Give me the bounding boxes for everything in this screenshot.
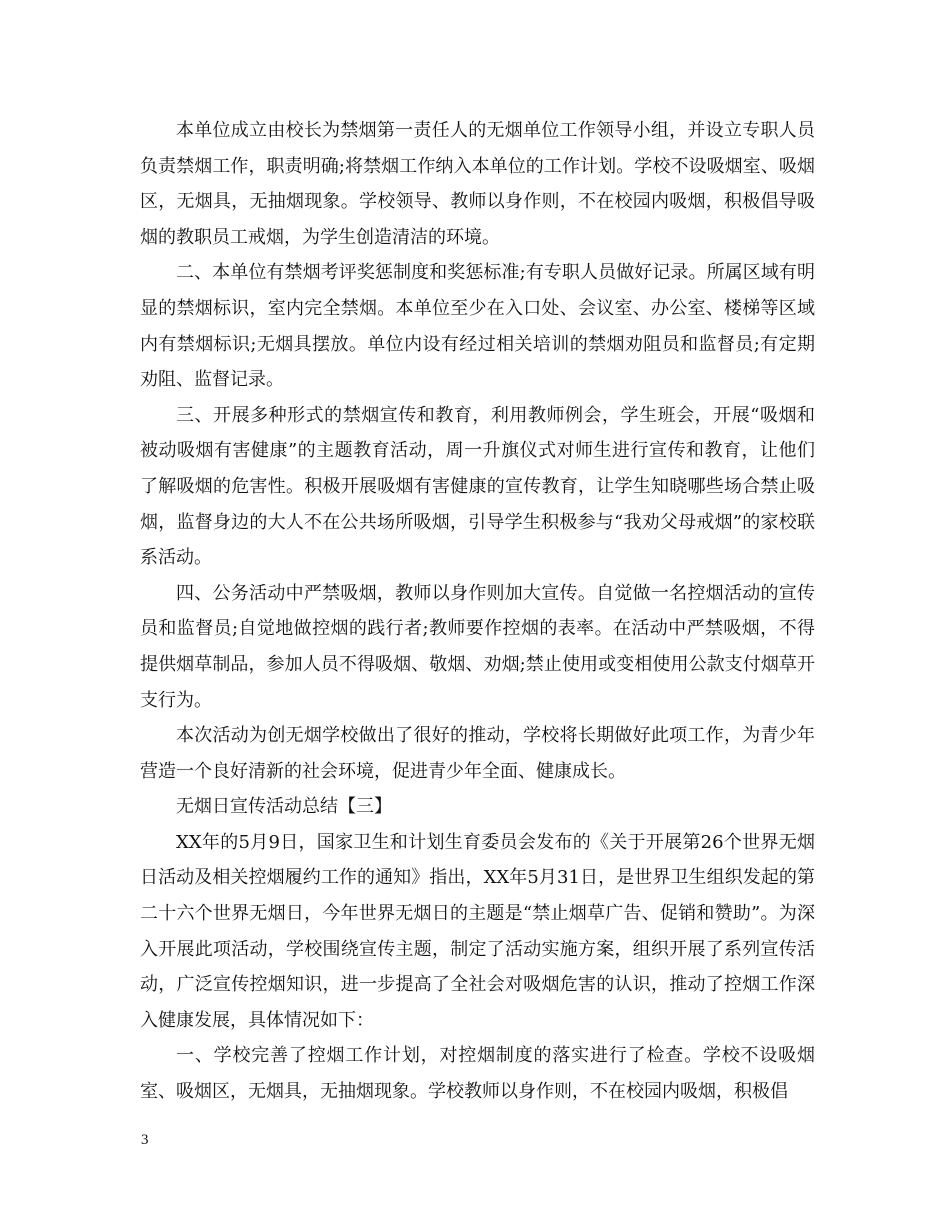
paragraph-education: 三、开展多种形式的禁烟宣传和教育，利用教师例会，学生班会，开展“吸烟和被动吸烟有害健康”的主题教育活动，周一升旗仪式对师生进行宣传和教育，让他们了解吸烟的危害性。积极开展吸烟有害健康的宣传教育，让学生知晓哪些场合禁止吸烟，监督身边的大人不在公共场所吸烟，引导学生积极参与“我劝父母戒烟”的家校联系活动。 (140, 404, 815, 569)
paragraph-conclusion: 本次活动为创无烟学校做出了很好的推动，学校将长期做好此项工作，为青少年营造一个良好清新的社会环境，促进青少年全面、健康成长。 (140, 725, 815, 782)
paragraph-official-activities: 四、公务活动中严禁吸烟，教师以身作则加大宣传。自觉做一名控烟活动的宣传员和监督员;自觉地做控烟的践行者;教师要作控烟的表率。在活动中严禁吸烟，不得提供烟草制品，参加人员不得吸烟、敬烟、劝烟;禁止使用或变相使用公款支付烟草开支行为。 (140, 582, 815, 711)
page-number: 3 (141, 1132, 149, 1148)
document-body (140, 113, 815, 1110)
section-heading: 无烟日宣传活动总结【三】 (176, 796, 392, 818)
paragraph-leadership-group: 本单位成立由校长为禁烟第一责任人的无烟单位工作领导小组，并设立专职人员负责禁烟工作，职责明确;将禁烟工作纳入本单位的工作计划。学校不设吸烟室、吸烟区，无烟具，无抽烟现象。学校领导、教师以身作则，不在校园内吸烟，积极倡导吸烟的教职员工戒烟，为学生创造清洁的环境。 (140, 120, 815, 248)
paragraph-reward-system: 二、本单位有禁烟考评奖惩制度和奖惩标准;有专职人员做好记录。所属区域有明显的禁烟标识，室内完全禁烟。本单位至少在入口处、会议室、办公室、楼梯等区域内有禁烟标识;无烟具摆放。单位内设有经过相关培训的禁烟劝阻员和监督员;有定期劝阻、监督记录。 (140, 262, 815, 391)
paragraph-world-no-tobacco-day: XX年的5月9日，国家卫生和计划生育委员会发布的《关于开展第26个世界无烟日活动及相关控烟履约工作的通知》指出，XX年5月31日，是世界卫生组织发起的第二十六个世界无烟日，今年世界无烟日的主题是“禁止烟草广告、促销和赞助”。为深入开展此项活动，学校围绕宣传主题，制定了活动实施方案，组织开展了系列宣传活动，广泛宣传控烟知识，进一步提高了全社会对吸烟危害的认识，推动了控烟工作深入健康发展，具体情况如下： (140, 831, 815, 1031)
paragraph-control-plan: 一、学校完善了控烟工作计划，对控烟制度的落实进行了检查。学校不设吸烟室、吸烟区，无烟具，无抽烟现象。学校教师以身作则，不在校园内吸烟，积极倡 (140, 1045, 815, 1103)
